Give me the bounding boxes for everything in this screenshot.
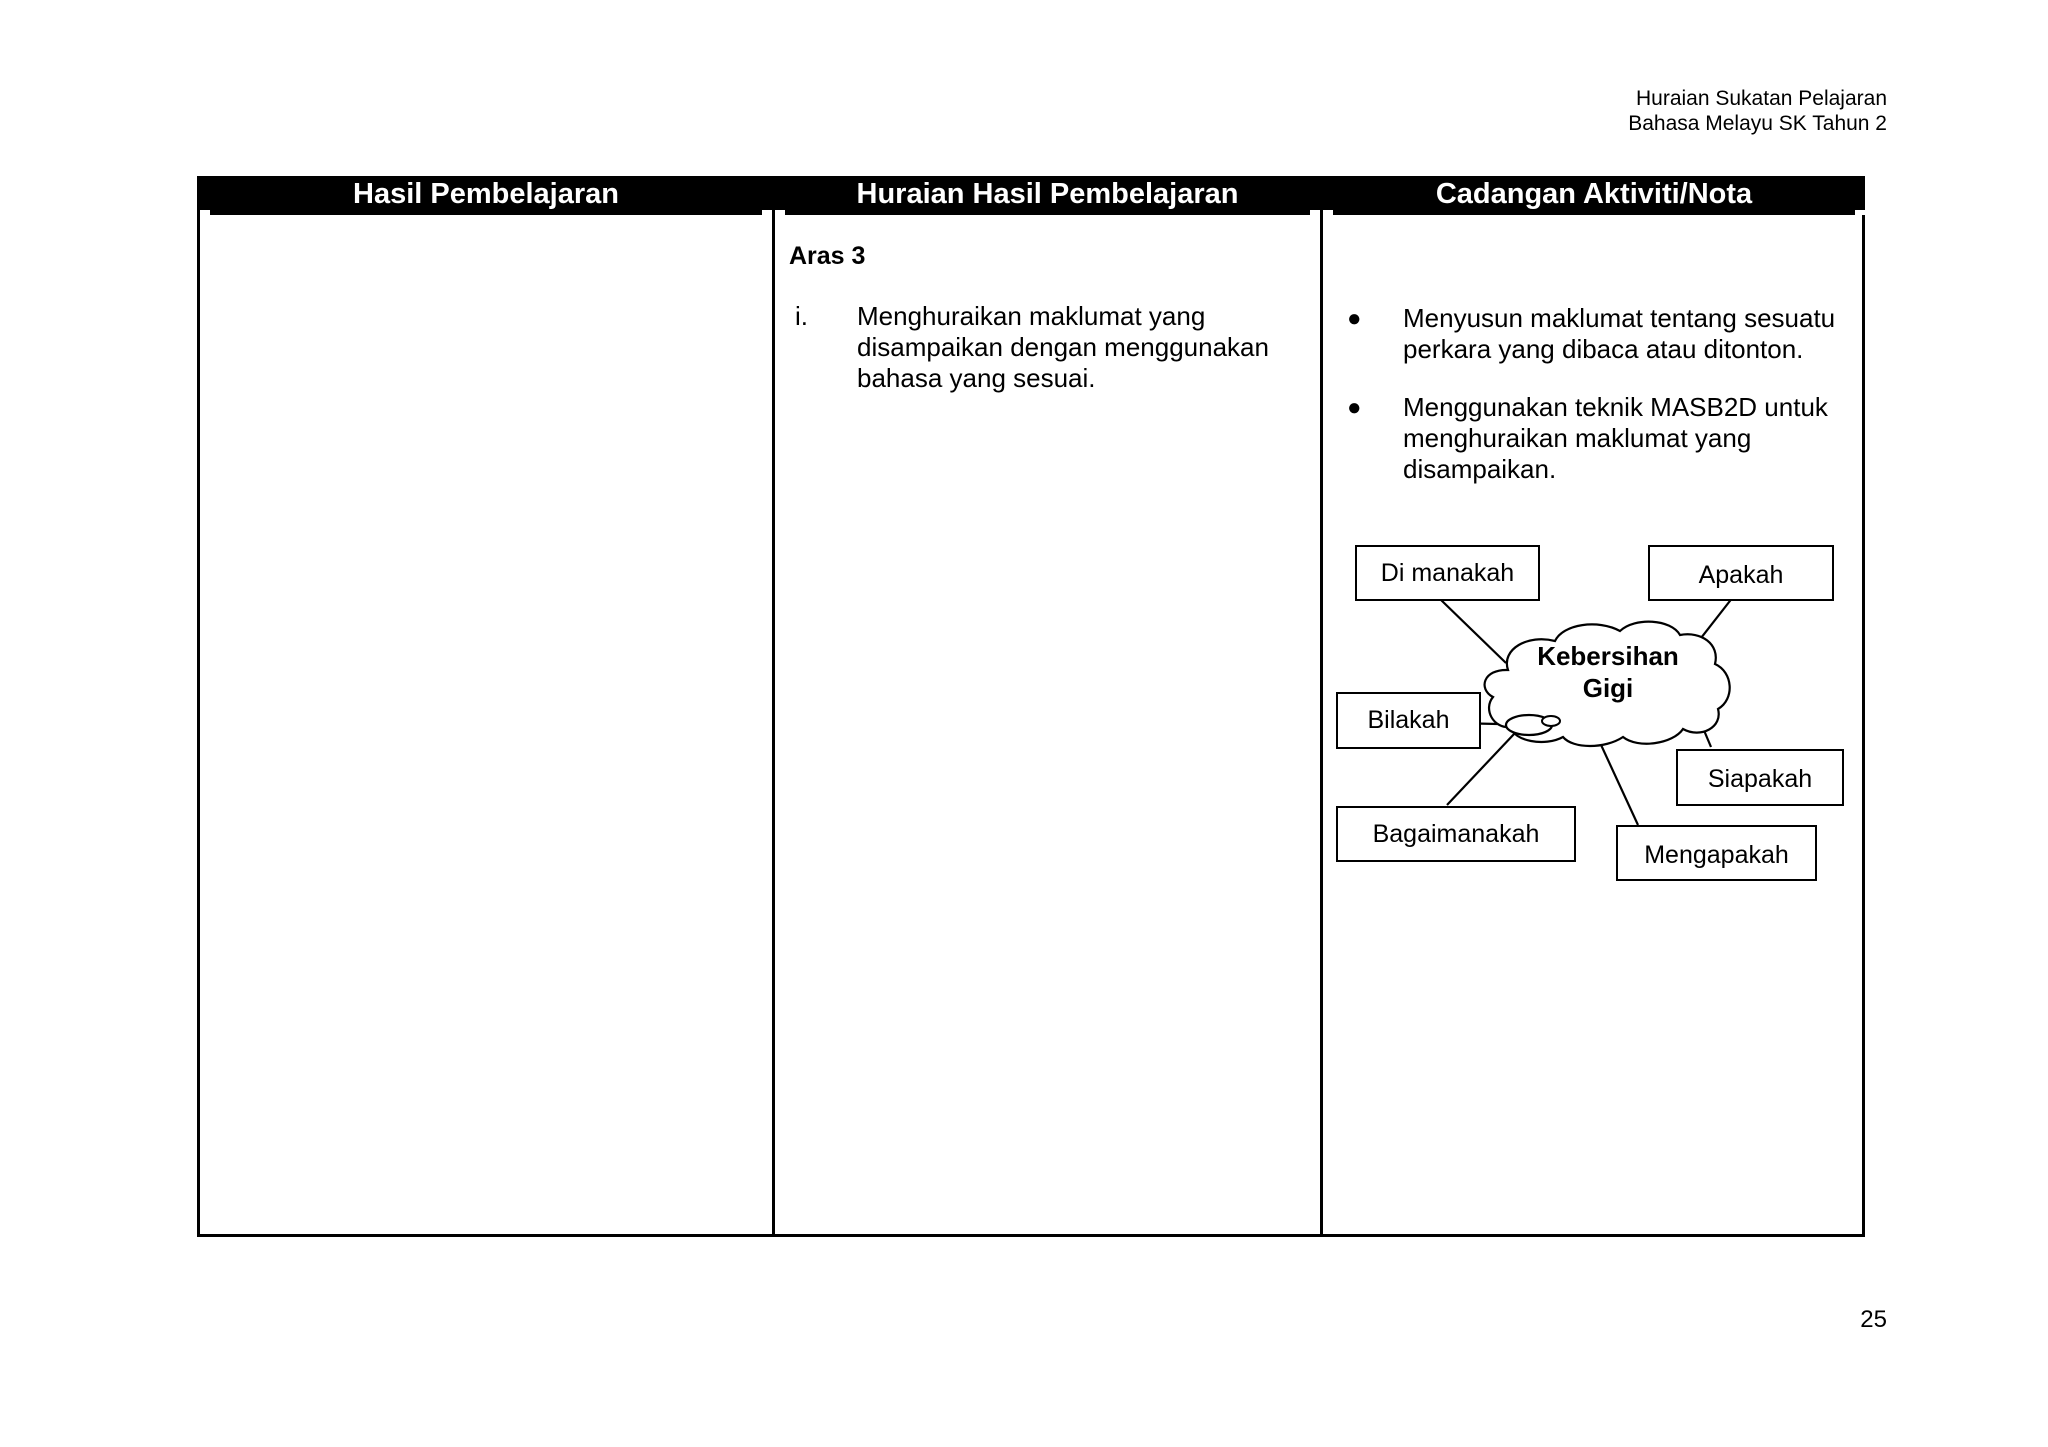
column-header-2: Huraian Hasil Pembelajaran	[775, 179, 1320, 210]
mindmap-box-siapakah: Siapakah	[1676, 749, 1844, 806]
bullet-icon: ●	[1347, 305, 1362, 332]
mindmap-box-apakah: Apakah	[1648, 545, 1834, 601]
connector-what	[1701, 597, 1733, 638]
mindmap-box-di-manakah: Di manakah	[1355, 545, 1540, 601]
running-header	[1628, 86, 1887, 136]
bullet-text: Menyusun maklumat tentang sesuatu perkara yang dibaca atau ditonton.	[1403, 303, 1836, 364]
mindmap-box-bilakah: Bilakah	[1336, 692, 1481, 749]
center-line-1: Kebersihan	[1537, 641, 1679, 671]
connector-where	[1440, 599, 1506, 663]
item-text: Menghuraikan maklumat yang disampaikan dengan menggunakan bahasa yang sesuai.	[857, 301, 1269, 393]
header-line-2: Bahasa Melayu SK Tahun 2	[1628, 112, 1887, 135]
mindmap-box-mengapakah: Mengapakah	[1616, 825, 1817, 881]
column-hasil-pembelajaran	[200, 179, 775, 1234]
center-line-2: Gigi	[1582, 673, 1634, 703]
column-huraian	[775, 179, 1323, 1234]
numbered-item	[795, 301, 1295, 394]
thought-bubble-small-icon	[1542, 716, 1560, 726]
bullet-text: Menggunakan teknik MASB2D untuk menghuraikan maklumat yang disampaikan.	[1403, 392, 1828, 484]
level-title: Aras 3	[789, 242, 866, 270]
syllabus-table	[197, 176, 1865, 1237]
mindmap-box-bagaimanakah: Bagaimanakah	[1336, 806, 1576, 862]
page-number: 25	[1860, 1306, 1887, 1333]
header-line-1: Huraian Sukatan Pelajaran	[1636, 87, 1887, 110]
column-header-1: Hasil Pembelajaran	[200, 179, 772, 210]
bullet-icon: ●	[1347, 394, 1362, 421]
column-header-3: Cadangan Aktiviti/Nota	[1323, 179, 1865, 210]
mindmap-center	[1523, 640, 1693, 704]
item-marker: i.	[795, 301, 808, 331]
column-cadangan	[1323, 179, 1865, 1234]
